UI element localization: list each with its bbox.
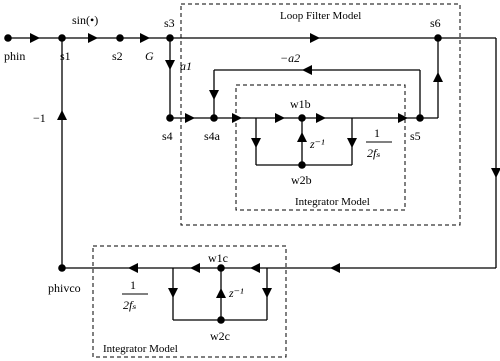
label-zinv-b: z⁻¹ bbox=[310, 137, 325, 151]
label-phin: phin bbox=[4, 49, 26, 63]
label-s4: s4 bbox=[162, 129, 173, 143]
arrow-int-w1b-in bbox=[275, 113, 285, 123]
loop-filter-title: Loop Filter Model bbox=[280, 10, 362, 22]
node-s5 bbox=[416, 114, 424, 122]
fraction-b-numerator: 1 bbox=[374, 126, 380, 140]
node-w1c bbox=[217, 264, 225, 272]
arrow-w1c-out bbox=[190, 263, 200, 273]
arrow-right-down bbox=[491, 168, 500, 178]
node-s4 bbox=[166, 114, 174, 122]
label-w1b: w1b bbox=[290, 97, 311, 111]
loop-filter-box bbox=[181, 4, 460, 225]
label-sin: sin(•) bbox=[72, 13, 99, 27]
arrow-minus-one bbox=[57, 110, 67, 120]
label-s2: s2 bbox=[112, 49, 123, 63]
label-s6: s6 bbox=[430, 16, 441, 30]
arrow-int-c-out bbox=[128, 263, 138, 273]
label-w1c: w1c bbox=[208, 251, 228, 265]
node-phin bbox=[4, 34, 12, 42]
label-s4a: s4a bbox=[204, 129, 220, 143]
label-s3: s3 bbox=[164, 16, 175, 30]
node-w2c bbox=[217, 316, 225, 324]
node-s2 bbox=[116, 34, 124, 42]
arrow-int-left-down bbox=[251, 138, 261, 148]
label-w2b: w2b bbox=[291, 173, 312, 187]
node-w1b bbox=[298, 114, 306, 122]
node-s6 bbox=[434, 34, 442, 42]
fraction-c-denominator: 2fₛ bbox=[123, 298, 137, 312]
label-s5: s5 bbox=[410, 129, 421, 143]
fraction-b-denominator: 2fₛ bbox=[367, 146, 381, 160]
arrow-sin bbox=[88, 33, 98, 43]
label-w2c: w2c bbox=[210, 329, 230, 343]
label-s1: s1 bbox=[60, 49, 71, 63]
arrow-c-right-down bbox=[262, 288, 272, 298]
label-a1: a1 bbox=[180, 59, 192, 73]
arrow-return-1 bbox=[330, 263, 340, 273]
node-s4a bbox=[210, 114, 218, 122]
arrow-gain-out bbox=[398, 113, 408, 123]
integrator-bottom-box bbox=[93, 246, 286, 357]
arrow-s3-s6 bbox=[310, 33, 320, 43]
arrow-zinv-b bbox=[297, 132, 307, 142]
arrow-int-right-down bbox=[347, 138, 357, 148]
arrow-s4-s4a bbox=[185, 113, 195, 123]
arrow-a1 bbox=[165, 60, 175, 70]
arrow-s4a-int bbox=[232, 113, 242, 123]
label-minus-one: −1 bbox=[33, 111, 46, 125]
node-w2b bbox=[298, 161, 306, 169]
arrow-phin bbox=[30, 33, 40, 43]
arrow-zinv-c bbox=[216, 288, 226, 298]
node-phivco bbox=[58, 264, 66, 272]
label-minus-a2: −a2 bbox=[280, 51, 301, 65]
arrow-w1b-out bbox=[316, 113, 326, 123]
arrow-w1c-in bbox=[250, 263, 260, 273]
arrow-c-left-down bbox=[168, 288, 178, 298]
arrow-s5-s6 bbox=[433, 72, 443, 82]
arrow-a2-down bbox=[209, 90, 219, 100]
integrator-inner-title: Integrator Model bbox=[295, 196, 370, 208]
arrow-gain-g bbox=[140, 33, 150, 43]
integrator-bottom-title: Integrator Model bbox=[103, 343, 178, 355]
node-s1 bbox=[58, 34, 66, 42]
fraction-c-numerator: 1 bbox=[130, 278, 136, 292]
label-zinv-c: z⁻¹ bbox=[229, 286, 244, 300]
label-phivco: phivco bbox=[48, 281, 81, 295]
node-s3 bbox=[166, 34, 174, 42]
arrow-minus-a2 bbox=[302, 65, 312, 75]
label-g: G bbox=[145, 49, 154, 63]
